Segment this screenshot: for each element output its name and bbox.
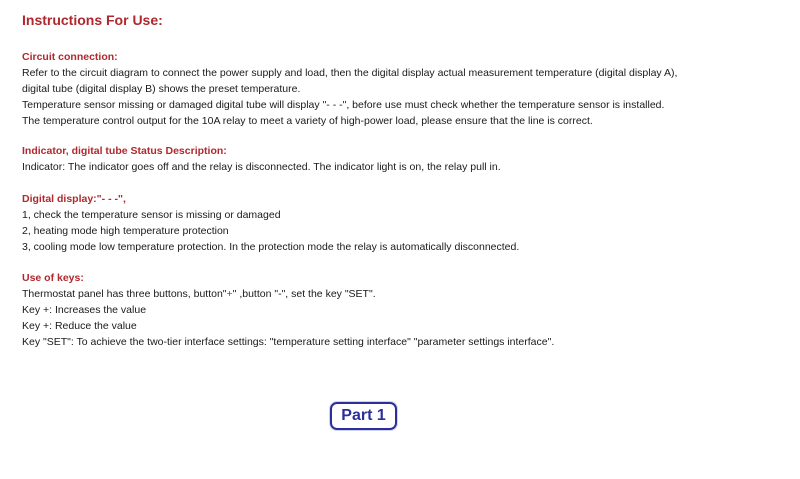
body-line: 2, heating mode high temperature protection (22, 225, 229, 237)
body-line: Key +: Reduce the value (22, 320, 137, 332)
body-line: digital tube (digital display B) shows the preset temperature. (22, 83, 301, 95)
section-heading: Indicator, digital tube Status Description: (22, 145, 227, 157)
body-line: Key +: Increases the value (22, 304, 147, 316)
body-line (22, 286, 792, 302)
page-title: Instructions For Use: (22, 12, 163, 28)
circuit-connection-section (22, 49, 792, 129)
line-text: " ,button "-", set the key "SET". (232, 288, 376, 300)
indicator-status-section (22, 143, 792, 175)
section-heading: Circuit connection: (22, 51, 118, 63)
body-line: The temperature control output for the 10A relay to meet a variety of high-power load, please ensure that the line is correct. (22, 115, 593, 127)
body-line: Temperature sensor missing or damaged digital tube will display "- - -", before use must check whether the temperature sensor is installed. (22, 99, 665, 111)
use-of-keys-section (22, 270, 792, 350)
section-heading: Digital display:"- - -", (22, 193, 126, 205)
body-line: Refer to the circuit diagram to connect the power supply and load, then the digital display actual measurement temperature (digital display A), (22, 67, 678, 79)
plus-symbol: + (226, 288, 233, 300)
section-heading: Use of keys: (22, 272, 84, 284)
digital-display-section (22, 191, 792, 255)
body-line: Key "SET": To achieve the two-tier interface settings: "temperature setting interface" "parameter settings interface". (22, 336, 555, 348)
body-line: 1, check the temperature sensor is missing or damaged (22, 209, 281, 221)
body-line: Indicator: The indicator goes off and the relay is disconnected. The indicator light is on, the relay pull in. (22, 161, 501, 173)
body-line: 3, cooling mode low temperature protection. In the protection mode the relay is automatically disconnected. (22, 241, 520, 253)
part-badge: Part 1 (330, 402, 397, 430)
line-text: Thermostat panel has three buttons, button" (22, 288, 227, 300)
